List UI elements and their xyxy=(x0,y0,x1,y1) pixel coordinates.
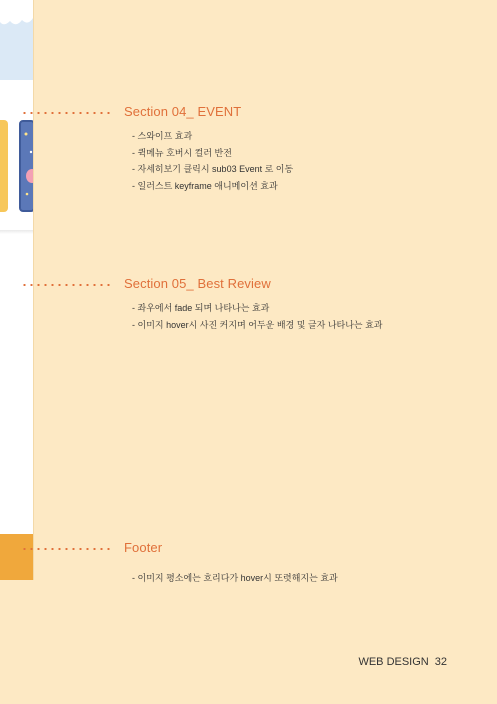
list-item: - 일러스트 keyframe 애니메이션 효과 xyxy=(132,178,293,195)
list-item: - 자세히보기 클릭시 sub03 Event 로 이동 xyxy=(132,161,293,178)
section-best-review-list xyxy=(132,300,382,333)
section-best-review-title: Section 05_ Best Review xyxy=(124,276,271,291)
page-number: 32 xyxy=(434,656,447,668)
list-item: - 이미지 평소에는 흐리다가 hover시 또렷해지는 효과 xyxy=(132,570,338,587)
list-item: - 퀵메뉴 호버시 컬러 반전 xyxy=(132,145,293,162)
mockup-event-card-blue xyxy=(19,120,33,212)
page-footer-label: WEB DESIGN xyxy=(358,656,429,668)
mockup-sky-banner xyxy=(0,0,33,80)
section-event xyxy=(0,104,497,191)
section-footer-title: Footer xyxy=(124,540,163,555)
section-event-list xyxy=(132,128,293,194)
mockup-divider xyxy=(0,230,33,234)
mockup-event-card-yellow xyxy=(0,120,8,212)
cloud-shape-icon xyxy=(0,0,33,80)
character-illustration-icon xyxy=(23,128,33,208)
section-footer-header xyxy=(0,540,497,558)
list-item: - 이미지 hover시 사진 커지며 어두운 배경 및 글자 나타나는 효과 xyxy=(132,317,382,334)
section-event-header xyxy=(0,104,497,122)
section-event-title: Section 04_ EVENT xyxy=(124,104,242,119)
page-footer xyxy=(358,656,447,668)
list-item: - 좌우에서 fade 되며 나타나는 효과 xyxy=(132,300,382,317)
section-footer-list xyxy=(132,570,338,587)
section-best-review xyxy=(0,276,497,330)
section-footer xyxy=(0,540,497,583)
dotted-leader-line xyxy=(21,112,113,114)
section-best-review-header xyxy=(0,276,497,294)
dotted-leader-line xyxy=(21,284,113,286)
list-item: - 스와이프 효과 xyxy=(132,128,293,145)
dotted-leader-line xyxy=(21,548,113,550)
